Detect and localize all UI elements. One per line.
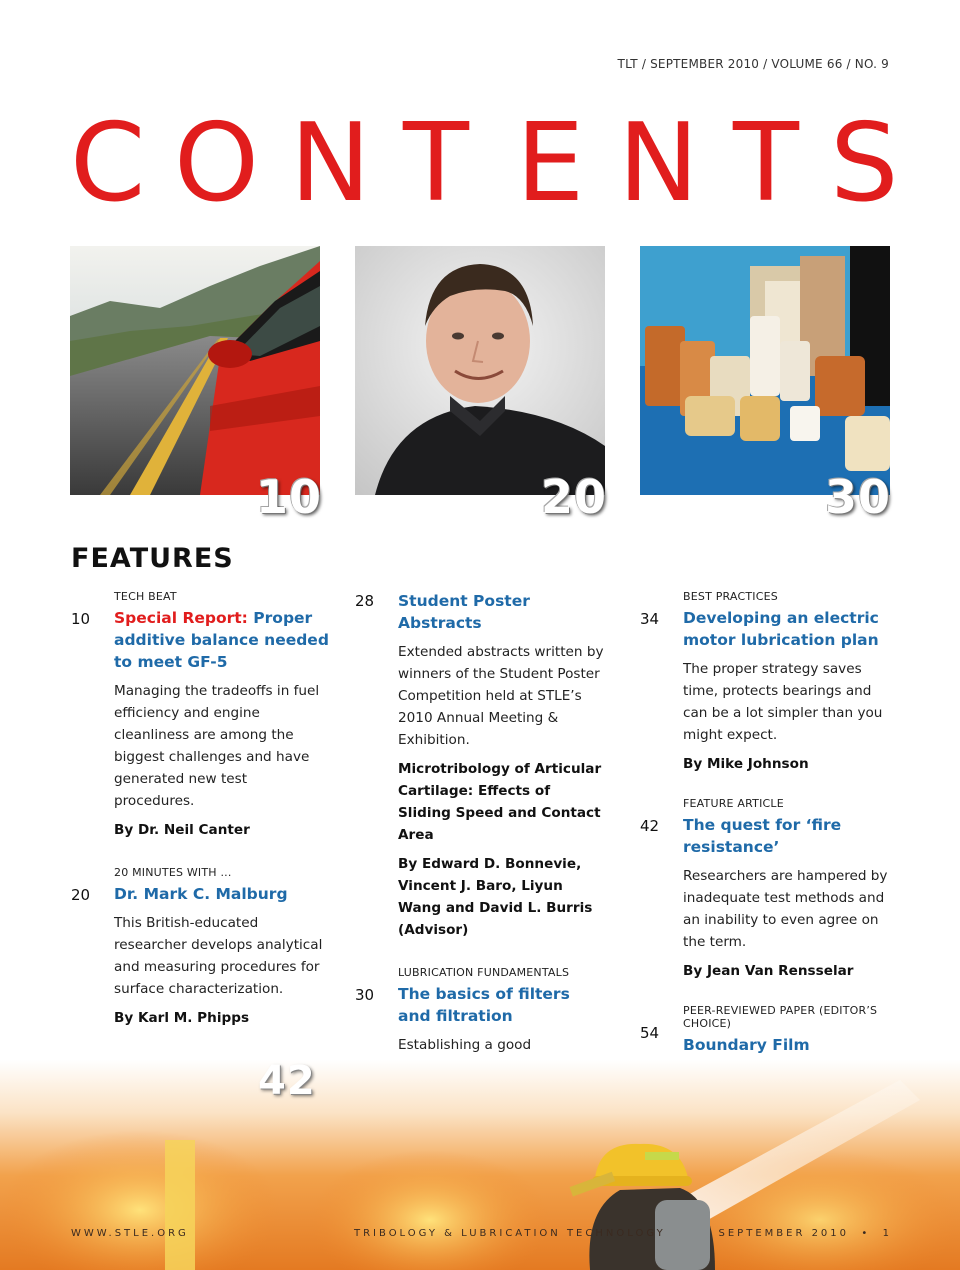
feature-entry[interactable]: [355, 590, 605, 941]
page-number: 34: [640, 610, 660, 628]
section-kicker: BEST PRACTICES: [683, 590, 778, 603]
byline: By Dr. Neil Canter: [114, 822, 250, 838]
feature-entry[interactable]: [71, 590, 331, 841]
feature-headline[interactable]: [114, 607, 331, 673]
title-letter: T: [733, 101, 799, 226]
page-number-42: 42: [258, 1058, 316, 1104]
feature-headline[interactable]: The quest for ‘fire resistance’: [683, 816, 842, 856]
page-number: 30: [355, 986, 375, 1004]
feature-description: Researchers are hampered by inadequate test methods and an inability to even agree on the term.: [683, 868, 888, 950]
contents-title: [70, 101, 899, 226]
footer-date-page: SEPTEMBER 2010 • 1: [718, 1228, 892, 1239]
feature-entry[interactable]: [640, 797, 895, 982]
byline: By Edward D. Bonnevie, Vincent J. Baro, Liyun Wang and David L. Burris (Advisor): [398, 856, 593, 938]
page-number: 42: [640, 817, 660, 835]
page-number-20: 20: [541, 470, 608, 524]
headline-text: Proper additive balance needed to meet GF-5: [114, 609, 329, 671]
title-letter: O: [174, 101, 260, 226]
section-kicker: LUBRICATION FUNDAMENTALS: [398, 966, 570, 979]
title-letter: T: [403, 101, 469, 226]
filters-photo[interactable]: [640, 246, 890, 495]
section-kicker: TECH BEAT: [114, 590, 177, 603]
title-letter: E: [516, 101, 585, 226]
footer-website[interactable]: WWW.STLE.ORG: [71, 1228, 189, 1239]
page-number-10: 10: [256, 470, 323, 524]
page-number: 10: [71, 610, 91, 628]
feature-description: Managing the tradeoffs in fuel efficiency and engine cleanliness are among the biggest challenges and have generated new test procedures.: [114, 683, 320, 809]
feature-headline[interactable]: The basics of filters and filtration: [398, 985, 570, 1025]
features-column-left: [71, 590, 331, 1029]
title-letter: N: [618, 101, 699, 226]
feature-headline[interactable]: Developing an electric motor lubrication plan: [683, 609, 879, 649]
page-number: 20: [71, 886, 91, 904]
page-number: 28: [355, 592, 375, 610]
section-kicker: PEER-REVIEWED PAPER (EDITOR’S CHOICE): [683, 1004, 878, 1030]
title-letter: N: [290, 101, 371, 226]
title-letter: S: [830, 101, 899, 226]
headline-prefix: Special Report:: [114, 609, 248, 627]
car-photo[interactable]: [70, 246, 320, 495]
section-kicker: 20 MINUTES WITH ...: [114, 866, 232, 879]
feature-headline[interactable]: Dr. Mark C. Malburg: [114, 885, 288, 903]
footer-publication: TRIBOLOGY & LUBRICATION TECHNOLOGY: [354, 1228, 666, 1239]
byline: By Jean Van Rensselar: [683, 963, 854, 979]
feature-entry[interactable]: [640, 590, 895, 775]
feature-entry[interactable]: [71, 866, 331, 1029]
feature-description: Establishing a good: [398, 1037, 532, 1053]
feature-headline[interactable]: Boundary Film: [683, 1036, 810, 1054]
portrait-photo[interactable]: [355, 246, 605, 495]
feature-description: Extended abstracts written by winners of the Student Poster Competition held at STLE’s 2010 Annual Meeting & Exhibition.: [398, 644, 604, 748]
page-number-30: 30: [825, 470, 892, 524]
issue-line: TLT / SEPTEMBER 2010 / VOLUME 66 / NO. 9: [617, 57, 889, 71]
features-heading: FEATURES: [71, 543, 234, 574]
feature-description: The proper strategy saves time, protects bearings and can be a lot simpler than you might expect.: [683, 661, 883, 743]
byline: By Mike Johnson: [683, 756, 809, 772]
subarticle-title: Microtribology of Articular Cartilage: Effects of Sliding Speed and Contact Area: [398, 761, 602, 843]
section-kicker: FEATURE ARTICLE: [683, 797, 784, 810]
title-letter: C: [70, 101, 146, 226]
feature-description: This British-educated researcher develops analytical and measuring procedures for surface characterization.: [114, 915, 323, 997]
feature-headline[interactable]: Student Poster Abstracts: [398, 592, 530, 632]
byline: By Karl M. Phipps: [114, 1010, 250, 1026]
page-number: 54: [640, 1024, 660, 1042]
